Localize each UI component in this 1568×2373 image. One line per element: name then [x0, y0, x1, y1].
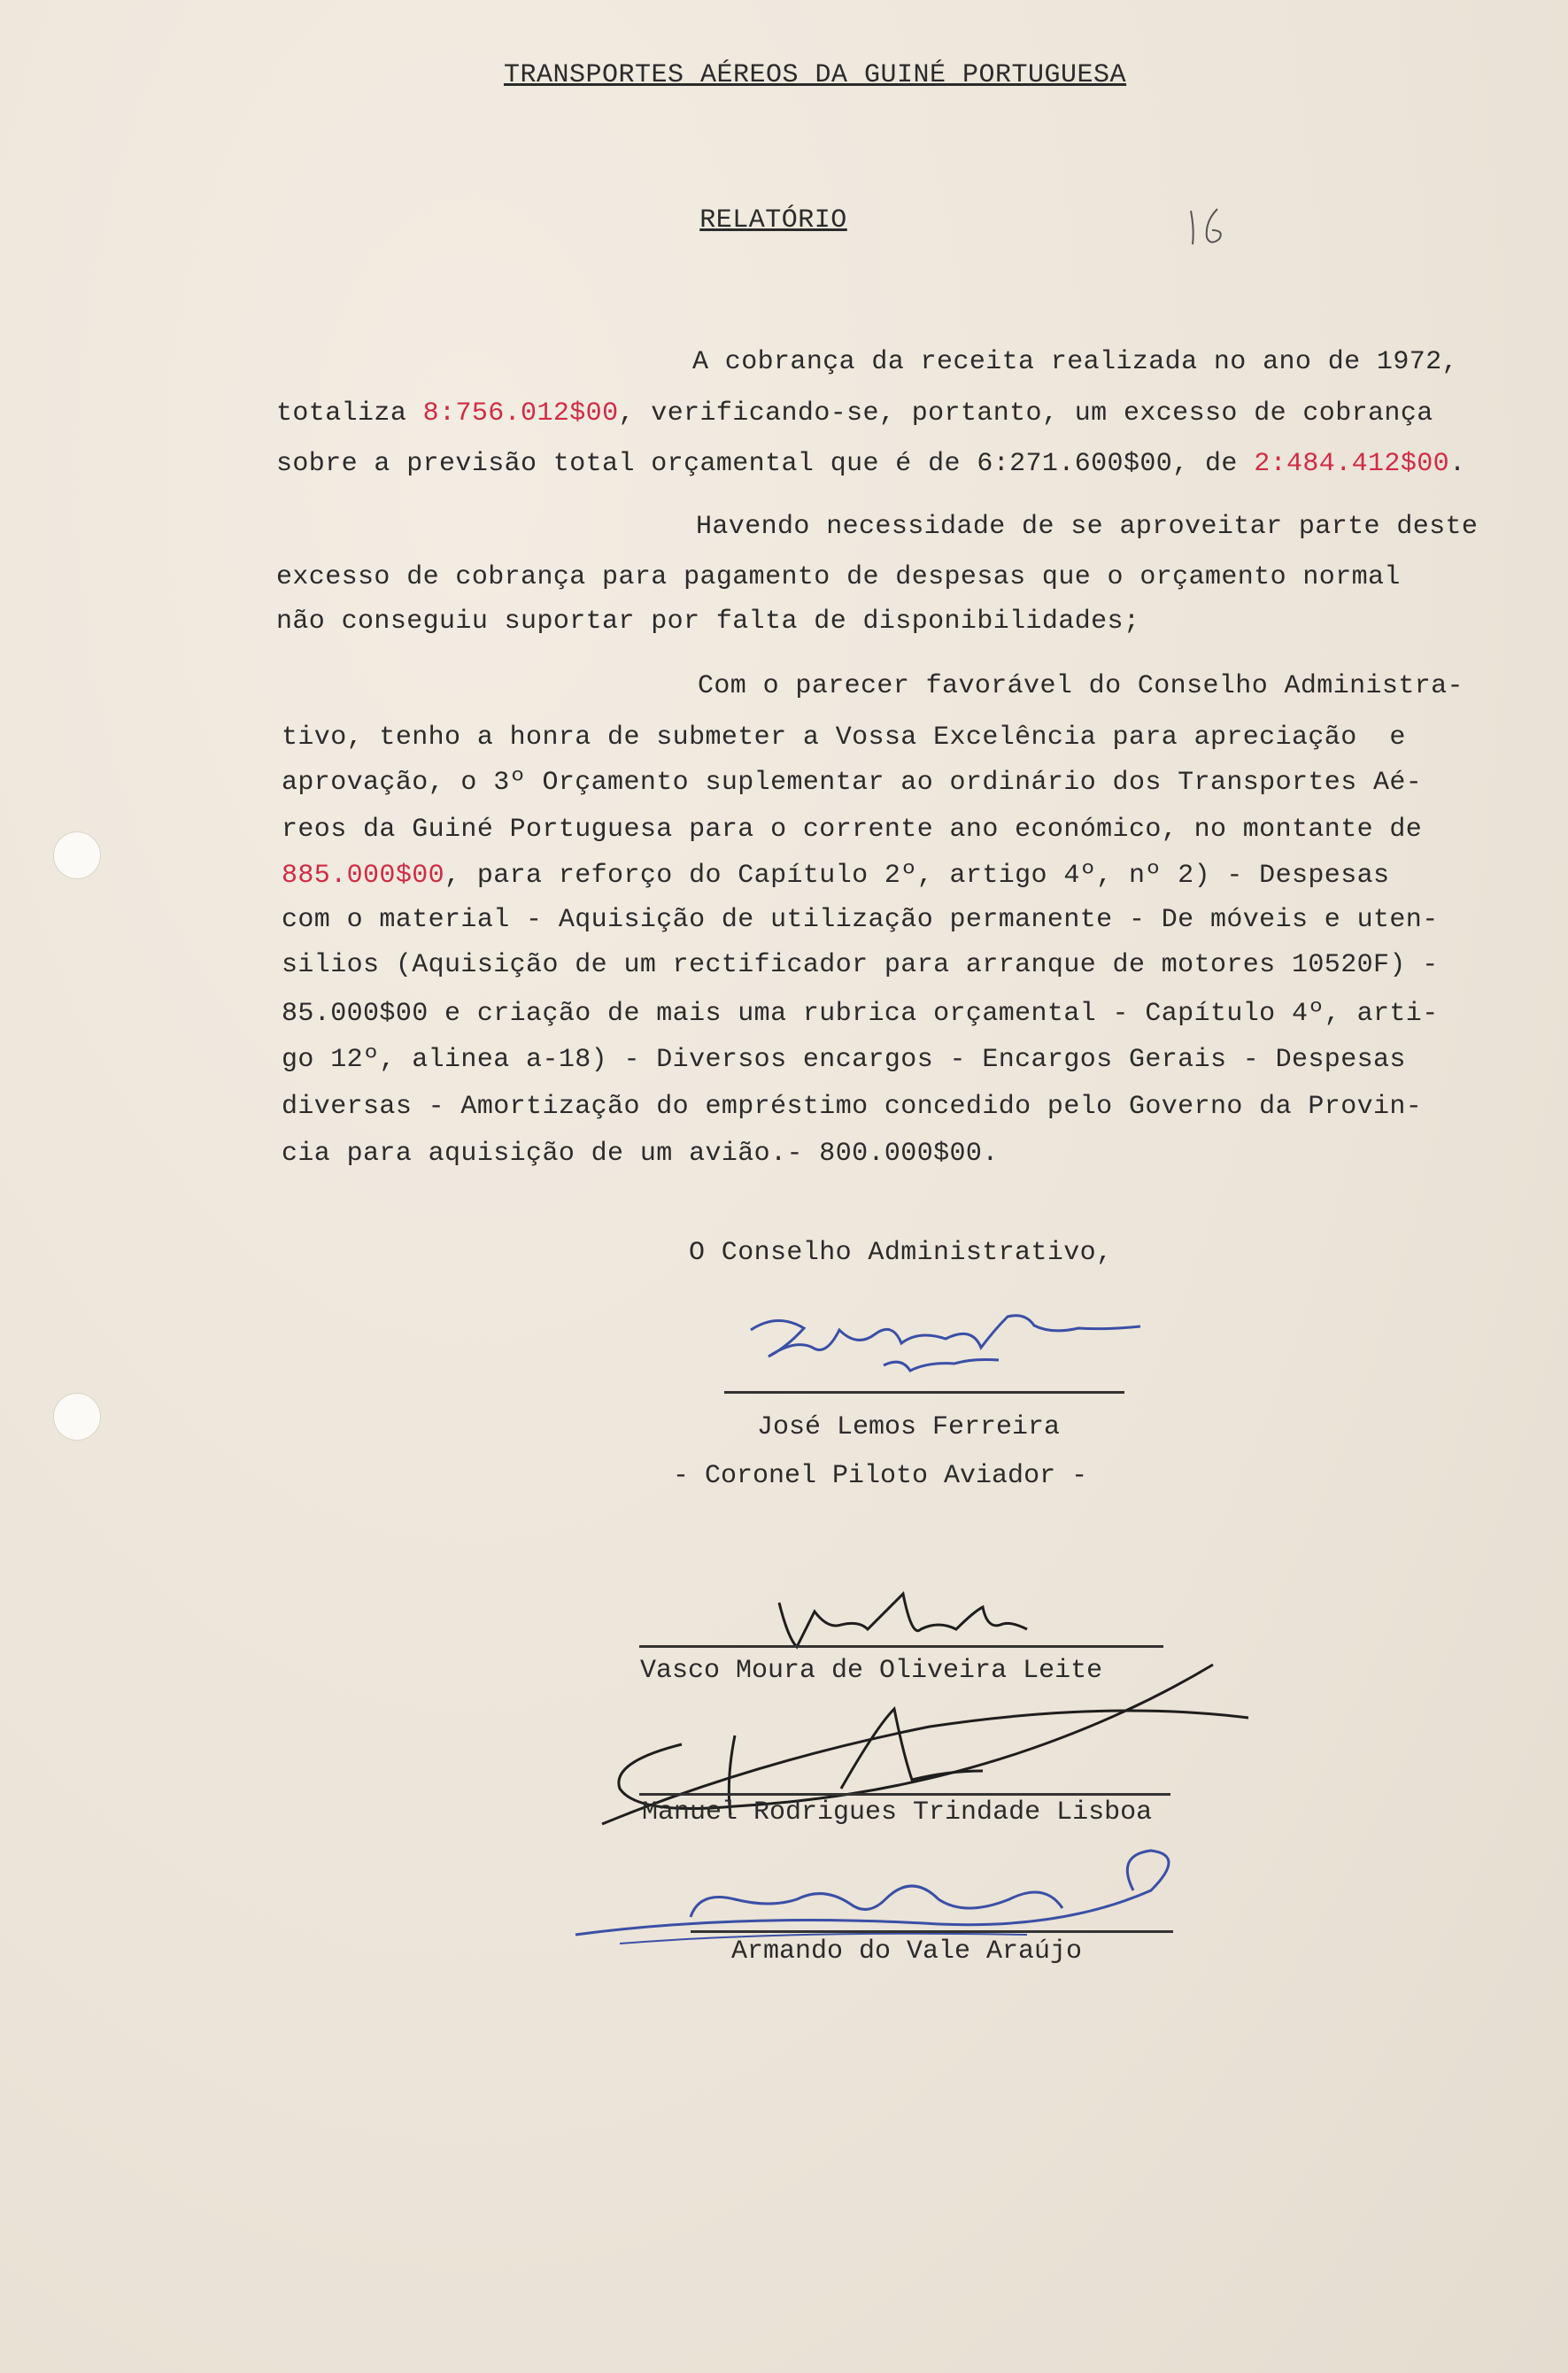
paragraph-3-line: aprovação, o 3º Orçamento suplementar ao ordinário dos Transportes Aé- [282, 768, 1423, 798]
signatory-name: José Lemos Ferreira [757, 1412, 1061, 1442]
paragraph-3-line: silios (Aquisição de um rectificador para arranque de motores 10520F) - [282, 950, 1439, 980]
paragraph-3-line: cia para aquisição de um avião.- 800.000$00. [282, 1139, 999, 1169]
signature-line [691, 1930, 1173, 1933]
organization-heading: TRANSPORTES AÉREOS DA GUINÉ PORTUGUESA [503, 60, 1127, 90]
closing-line: O Conselho Administrativo, [689, 1238, 1113, 1268]
paragraph-1-line: sobre a previsão total orçamental que é de 6:271.600$00, de 2:484.412$00. [276, 449, 1466, 479]
paragraph-3-line: 85.000$00 e criação de mais uma rubrica orçamental - Capítulo 4º, arti- [282, 999, 1439, 1029]
paragraph-3-line: tivo, tenho a honra de submeter a Vossa Excelência para apreciação e [282, 723, 1406, 753]
paragraph-3-line: Com o parecer favorável do Conselho Administra- [698, 671, 1464, 701]
report-title: RELATÓRIO [699, 205, 847, 236]
paragraph-2-line: não conseguiu suportar por falta de disponibilidades; [276, 607, 1140, 637]
highlighted-amount: 2:484.412$00 [1254, 449, 1450, 479]
signature-line [724, 1391, 1124, 1394]
paragraph-1-line: totaliza 8:756.012$00, verificando-se, portanto, um excesso de cobrança [276, 398, 1433, 429]
page-number-handwritten [1182, 202, 1235, 255]
signatory-name: Armando do Vale Araújo [731, 1936, 1083, 1967]
highlighted-amount: 8:756.012$00 [422, 398, 619, 429]
punch-hole [53, 831, 101, 879]
highlighted-amount: 885.000$00 [282, 861, 445, 891]
signature-jose-lemos-ferreira [742, 1295, 1149, 1392]
signatory-name: Manuel Rodrigues Trindade Lisboa [642, 1797, 1153, 1828]
paragraph-3-line: reos da Guiné Portuguesa para o corrente ano económico, no montante de [282, 815, 1423, 845]
signatory-rank: - Coronel Piloto Aviador - [673, 1461, 1088, 1491]
paragraph-2-line: excesso de cobrança para pagamento de despesas que o orçamento normal [276, 562, 1401, 592]
punch-hole [53, 1393, 101, 1441]
paragraph-3-line: 885.000$00, para reforço do Capítulo 2º, artigo 4º, nº 2) - Despesas [282, 861, 1390, 891]
paragraph-3-line: com o material - Aquisição de utilização permanente - De móveis e uten- [282, 905, 1439, 935]
paragraph-2-line: Havendo necessidade de se aproveitar parte deste [696, 512, 1479, 542]
signature-line [639, 1793, 1170, 1796]
paragraph-3-line: diversas - Amortização do empréstimo concedido pelo Governo da Provin- [282, 1092, 1423, 1122]
paragraph-1-line: A cobrança da receita realizada no ano de 1972, [692, 347, 1458, 377]
signatory-name: Vasco Moura de Oliveira Leite [640, 1656, 1103, 1686]
paragraph-3-line: go 12º, alinea a-18) - Diversos encargos - Encargos Gerais - Despesas [282, 1045, 1406, 1075]
svg-text:16: 16 [1182, 253, 1184, 254]
signature-vasco-leite [761, 1576, 1080, 1656]
